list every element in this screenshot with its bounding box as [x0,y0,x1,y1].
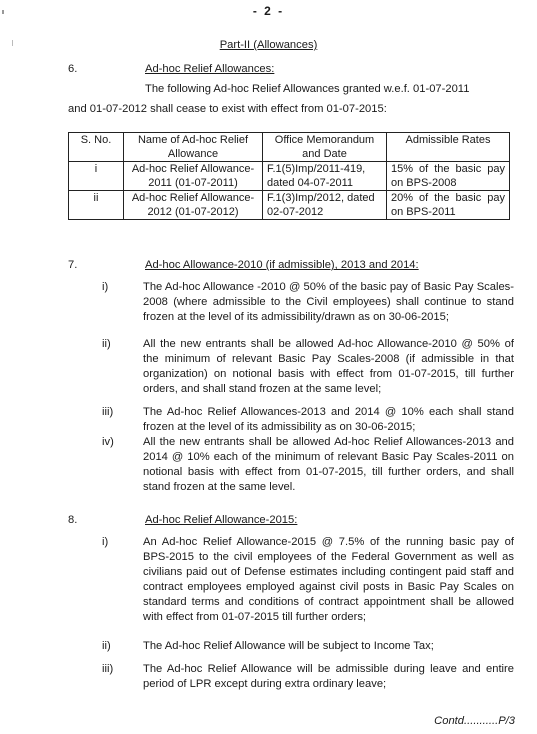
table-cell: 15% of the basic pay on BPS-2008 [387,162,510,191]
header-cell: Office Memorandum and Date [263,133,387,162]
item-text: All the new entrants shall be allowed Ad-hoc Relief Allowances-2013 and 2014 @ 10% each of the minimum of relevant Basic Pay Scales-2011 on notional basis with effect from 01-07-2015, till further orders, and shall stand frozen at the same level. [143,436,514,493]
section-7-heading: Ad-hoc Allowance-2010 (if admissible), 2013 and 2014: [145,259,419,271]
header-cell: Name of Ad-hoc Relief Allowance [124,133,263,162]
item-number: iv) [102,436,114,448]
allowance-table [68,132,510,220]
section-7-number: 7. [68,259,78,271]
table-row [69,191,510,220]
table-row [69,162,510,191]
page-number: - 2 - [252,4,285,18]
table-header-row [69,133,510,162]
part-title: Part-II (Allowances) [219,39,318,51]
item-number: ii) [102,640,111,652]
table-cell: ii [69,191,124,220]
item-text: The Ad-hoc Relief Allowance will be admissible during leave and entire period of LPR except during extra ordinary leave; [143,663,514,690]
item-text: The Ad-hoc Allowance -2010 @ 50% of the basic pay of Basic Pay Scales-2008 (where admissible to the Civil employees) shall continue to stand frozen at the level of its admissibility/drawn as on 30-06-2015; [143,281,514,323]
item-number: iii) [102,406,114,418]
header-cell: Admissible Rates [387,133,510,162]
item-text: An Ad-hoc Relief Allowance-2015 @ 7.5% of the running basic pay of BPS-2015 to the civil employees of the Federal Government as well as civilians paid out of Defense estimates including contingent paid staff and contract employees employed against civil posts in Basic Pay Scales on standard terms and conditions of contract appointment shall be allowed with effect from 01-07-2015 till further orders; [143,536,514,623]
section-8-number: 8. [68,514,78,526]
item-number: i) [102,536,109,548]
section-6-number: 6. [68,63,78,75]
item-text: The Ad-hoc Relief Allowances-2013 and 2014 @ 10% each shall stand frozen at the level of its admissibility as on 30-06-2015; [143,406,514,433]
item-text: All the new entrants shall be allowed Ad-hoc Allowance-2010 @ 50% of the minimum of relevant Basic Pay Scales-2008 (if admissible in that organization) on notional basis with effect from 01-07-2015, till further orders, and shall stand frozen at the same level; [143,338,514,395]
continuation-note: Contd...........P/3 [434,715,515,727]
table-cell: F.1(3)Imp/2012, dated 02-07-2012 [263,191,387,220]
table-cell: Ad-hoc Relief Allowance-2011 (01-07-2011) [124,162,263,191]
section-6-line-2: and 01-07-2012 shall cease to exist with effect from 01-07-2015: [68,103,387,115]
header-cell: S. No. [69,133,124,162]
item-number: ii) [102,338,111,350]
table-cell: Ad-hoc Relief Allowance-2012 (01-07-2012) [124,191,263,220]
section-8-heading: Ad-hoc Relief Allowance-2015: [145,514,298,526]
item-text: The Ad-hoc Relief Allowance will be subject to Income Tax; [143,640,434,652]
table-cell: 20% of the basic pay on BPS-2011 [387,191,510,220]
item-number: iii) [102,663,114,675]
item-number: i) [102,281,109,293]
section-6-heading: Ad-hoc Relief Allowances: [145,63,275,75]
table-cell: F.1(5)Imp/2011-419, dated 04-07-2011 [263,162,387,191]
table-cell: i [69,162,124,191]
section-6-line-1: The following Ad-hoc Relief Allowances granted w.e.f. 01-07-2011 [145,83,470,95]
